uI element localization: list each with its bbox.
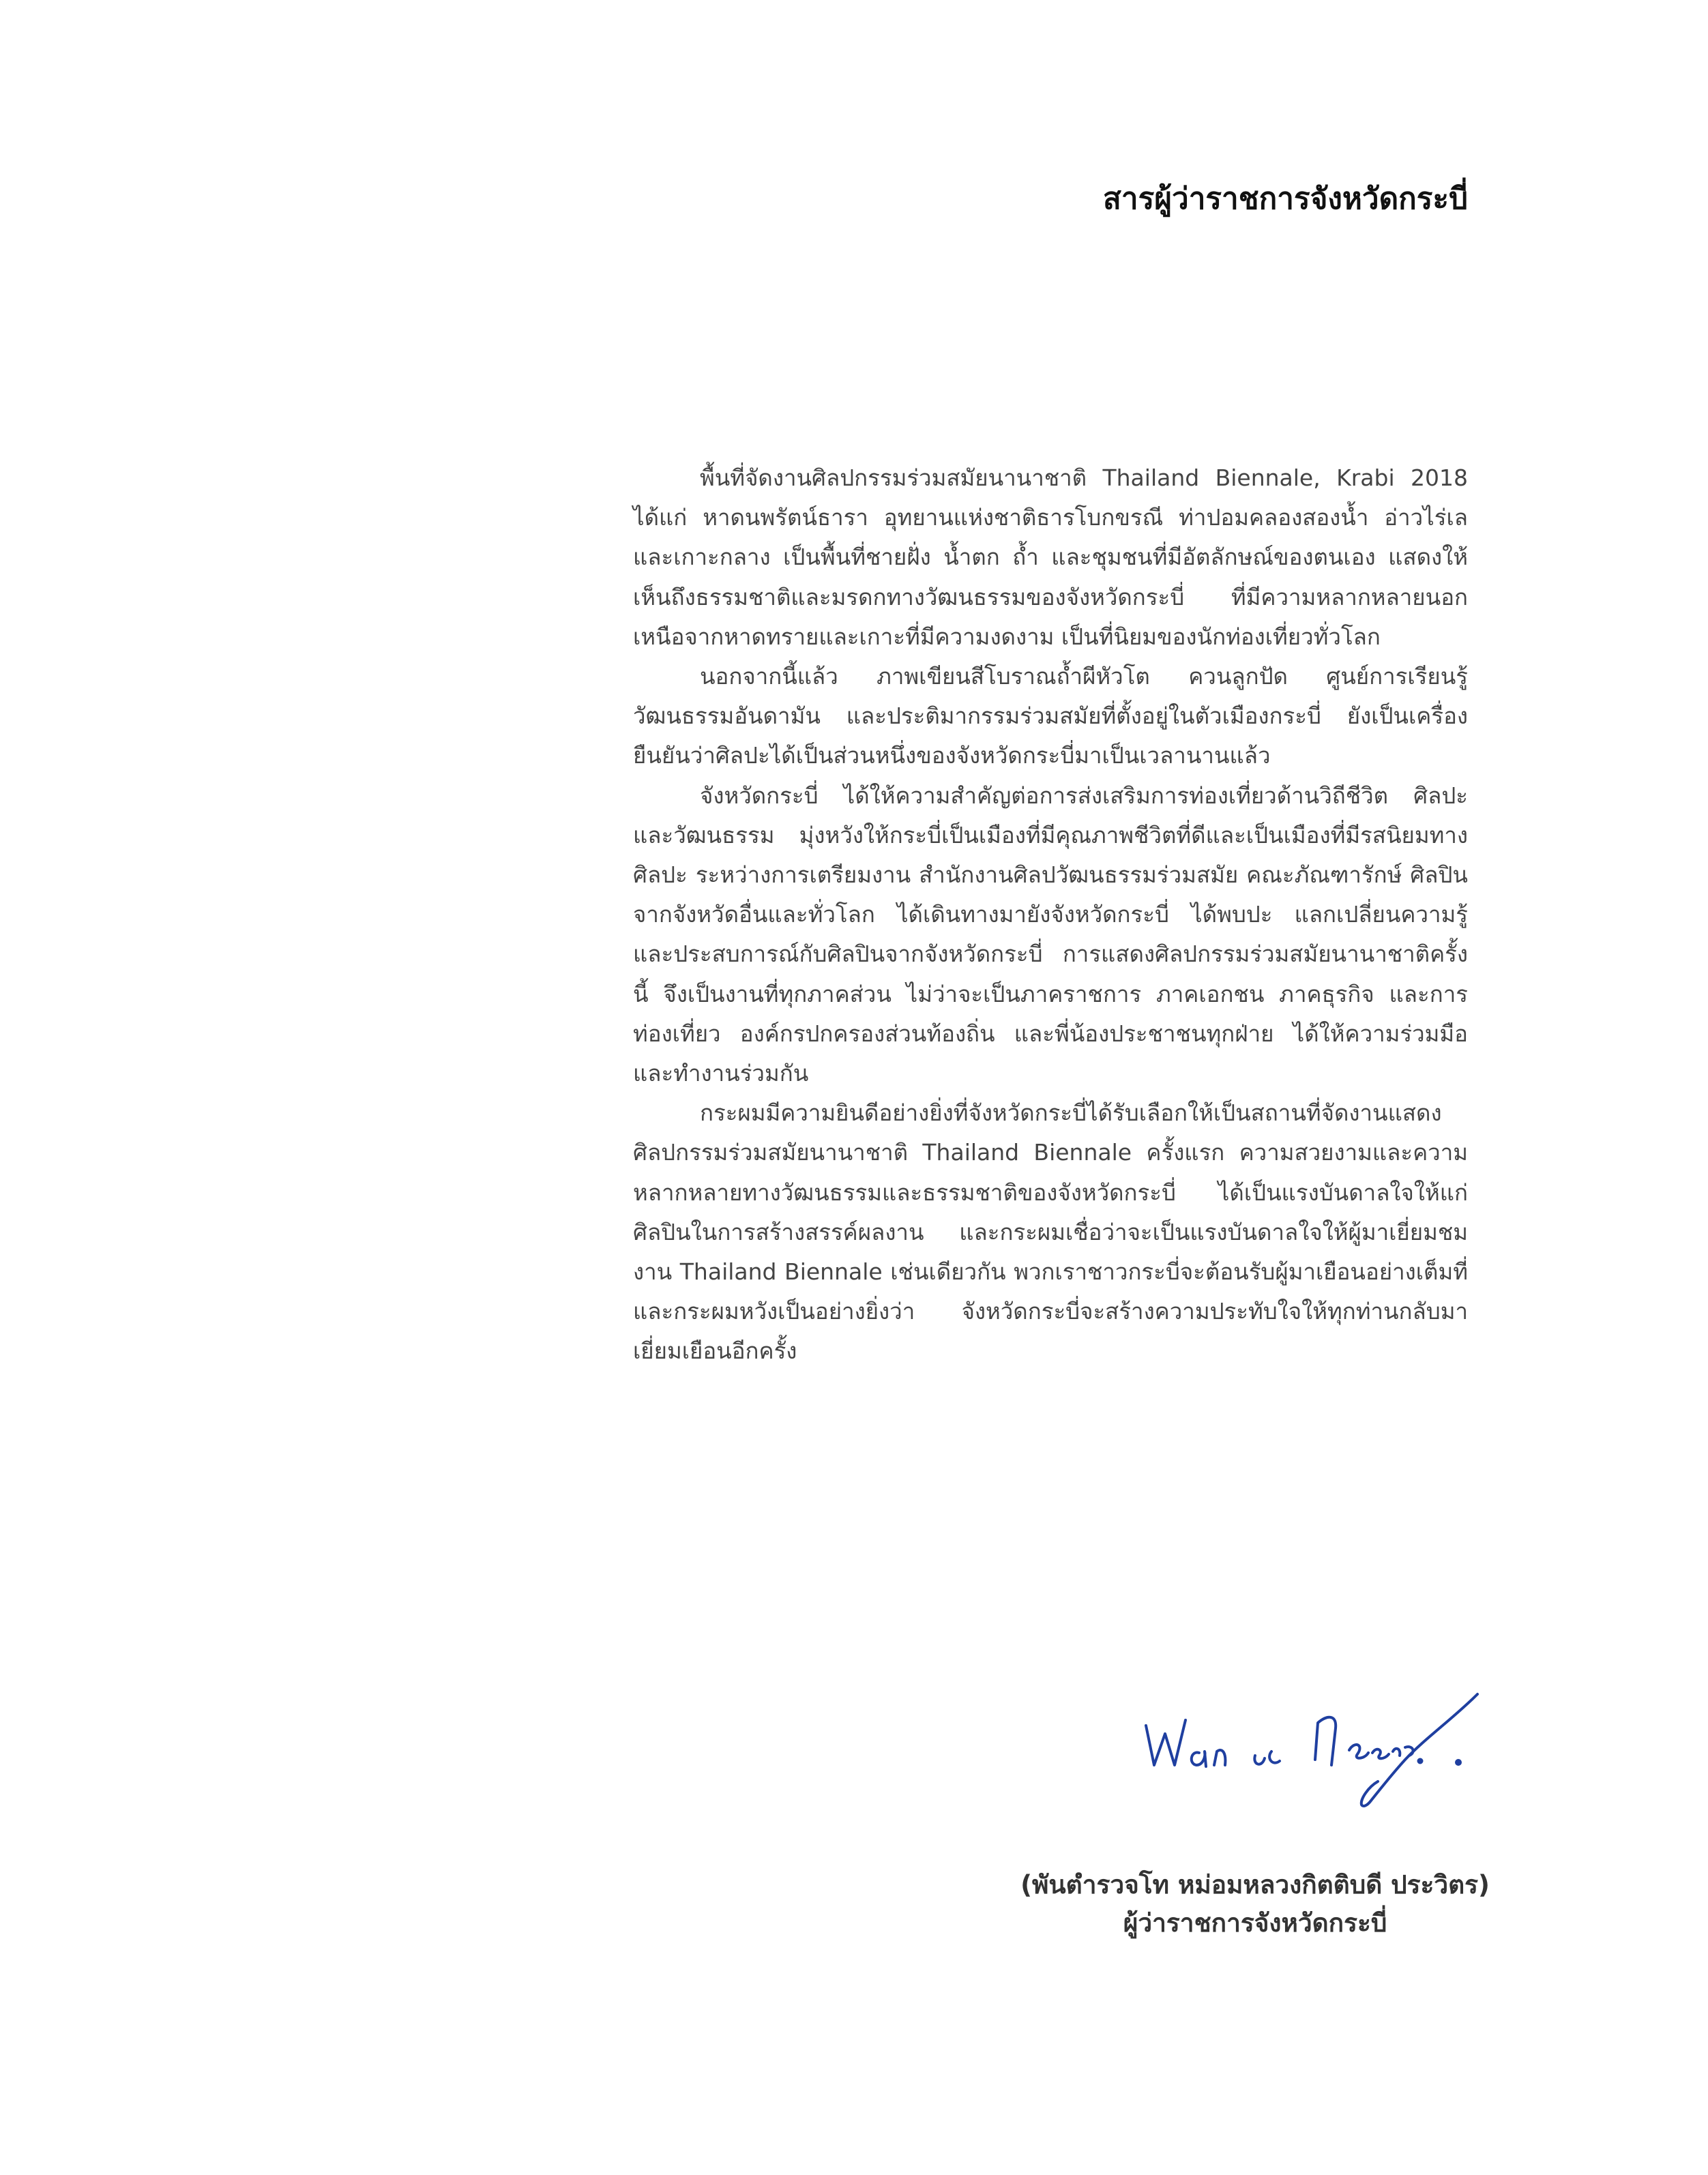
page-title: สารผู้ว่าราชการจังหวัดกระบี่ (1103, 181, 1468, 216)
message-body (633, 458, 1468, 1372)
signer-position: ผู้ว่าราชการจังหวัดกระบี่ (1123, 1908, 1387, 1938)
paragraph: พื้นที่จัดงานศิลปกรรมร่วมสมัยนานาชาติ Thailand Biennale, Krabi 2018 ได้แก่ หาดนพรัตน์ธารา อุทยานแห่งชาติธารโบกขรณี ท่าปอมคลองสองน้ำ อ่าวไร่เล และเกาะกลาง เป็นพื้นที่ชายฝั่ง น้ำตก ถ้ำ และชุมชนที่มีอัตลักษณ์ของตนเอง แสดงให้เห็นถึงธรรมชาติและมรดกทางวัฒนธรรมของจังหวัดกระบี่ ที่มีความหลากหลายนอกเหนือจากหาดทรายและเกาะที่มีความงดงาม เป็นที่นิยมของนักท่องเที่ยวทั่วโลก (633, 464, 1468, 650)
signature-icon (1132, 1685, 1487, 1821)
signer-name: (พันตำรวจโท หม่อมหลวงกิตติบดี ประวิตร) (1020, 1870, 1490, 1899)
paragraph: จังหวัดกระบี่ ได้ให้ความสำคัญต่อการส่งเสริมการท่องเที่ยวด้านวิถีชีวิต ศิลปะและวัฒนธรรม มุ่งหวังให้กระบี่เป็นเมืองที่มีคุณภาพชีวิตที่ดีและเป็นเมืองที่มีรสนิยมทางศิลปะ ระหว่างการเตรียมงาน สำนักงานศิลปวัฒนธรรมร่วมสมัย คณะภัณฑารักษ์ ศิลปินจากจังหวัดอื่นและทั่วโลก ได้เดินทางมายังจังหวัดกระบี่ ได้พบปะ แลกเปลี่ยนความรู้ และประสบการณ์กับศิลปินจากจังหวัดกระบี่ การแสดงศิลปกรรมร่วมสมัยนานาชาติครั้งนี้ จึงเป็นงานที่ทุกภาคส่วน ไม่ว่าจะเป็นภาคราชการ ภาคเอกชน ภาคธุรกิจ และการท่องเที่ยว องค์กรปกครองส่วนท้องถิ่น และพี่น้องประชาชนทุกฝ่าย ได้ให้ความร่วมมือและทำงานร่วมกัน (633, 782, 1468, 1087)
paragraph: นอกจากนี้แล้ว ภาพเขียนสีโบราณถ้ำผีหัวโต ควนลูกปัด ศูนย์การเรียนรู้วัฒนธรรมอันดามัน และประติมากรรมร่วมสมัยที่ตั้งอยู่ในตัวเมืองกระบี่ ยังเป็นเครื่องยืนยันว่าศิลปะได้เป็นส่วนหนึ่งของจังหวัดกระบี่มาเป็นเวลานานแล้ว (633, 663, 1468, 769)
paragraph: กระผมมีความยินดีอย่างยิ่งที่จังหวัดกระบี่ได้รับเลือกให้เป็นสถานที่จัดงานแสดงศิลปกรรมร่วมสมัยนานาชาติ Thailand Biennale ครั้งแรก ความสวยงามและความหลากหลายทางวัฒนธรรมและธรรมชาติของจังหวัดกระบี่ ได้เป็นแรงบันดาลใจให้แก่ศิลปินในการสร้างสรรค์ผลงาน และกระผมเชื่อว่าจะเป็นแรงบันดาลใจให้ผู้มาเยี่ยมชมงาน Thailand Biennale เช่นเดียวกัน พวกเราชาวกระบี่จะต้อนรับผู้มาเยือนอย่างเต็มที่ และกระผมหวังเป็นอย่างยิ่งว่า จังหวัดกระบี่จะสร้างความประทับใจให้ทุกท่านกลับมาเยี่ยมเยือนอีกครั้ง (633, 1099, 1468, 1365)
